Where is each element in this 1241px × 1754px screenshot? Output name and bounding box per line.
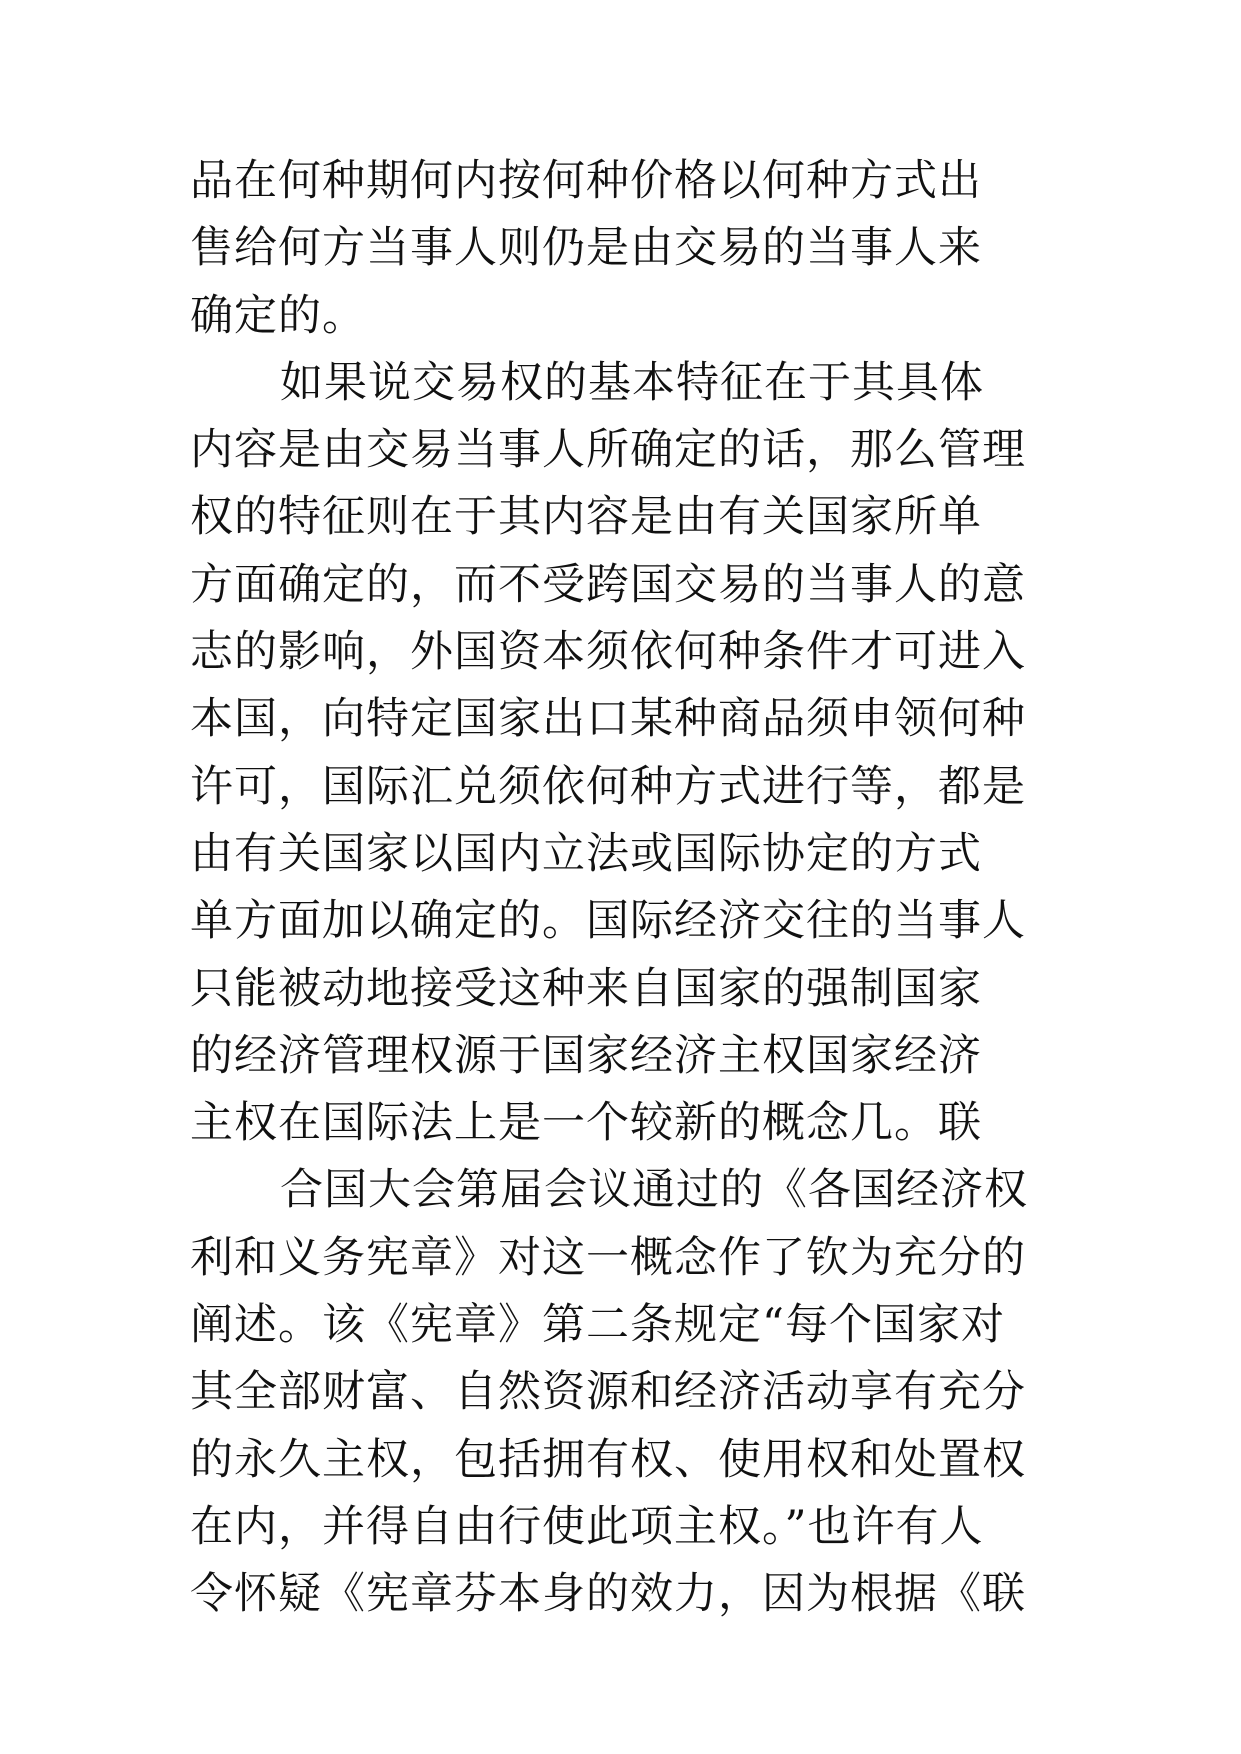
text-line: 志的影响，外国资本须依何种条件才可进入	[190, 627, 1026, 678]
text-line: 许可，国际汇兑须依何种方式进行等，都是	[190, 761, 1026, 812]
body-text	[190, 148, 1070, 1629]
text-line: 单方面加以确定的。国际经济交往的当事人	[190, 896, 1026, 947]
text-line: 本国，向特定国家出口某种商品须申领何种	[190, 694, 1026, 745]
text-line: 由有关国家以国内立法或国际协定的方式	[190, 828, 982, 879]
text-line: 令怀疑《宪章芬本身的效力，因为根据《联	[190, 1569, 1026, 1620]
paragraph-start-line: 如果说交易权的基本特征在于其具体	[280, 357, 984, 408]
text-line: 的经济管理权源于国家经济主权国家经济	[190, 1030, 982, 1081]
text-line: 方面确定的，而不受跨国交易的当事人的意	[190, 559, 1026, 610]
text-line: 售给何方当事人则仍是由交易的当事人来	[190, 223, 982, 274]
text-line: 其全部财富、自然资源和经济活动享有充分	[190, 1367, 1026, 1418]
text-line: 阐述。该《宪章》第二条规定“每个国家对	[190, 1300, 1005, 1351]
text-line: 在内，并得自由行使此项主权。”也许有人	[190, 1501, 984, 1552]
text-line: 内容是由交易当事人所确定的话，那么管理	[190, 425, 1026, 476]
paragraph-start-line: 合国大会第届会议通过的《各国经济权	[280, 1165, 1028, 1216]
text-line: 只能被动地接受这种来自国家的强制国家	[190, 963, 982, 1014]
text-line: 品在何种期何内按何种价格以何种方式出	[190, 156, 982, 206]
text-line: 确定的。	[190, 290, 366, 341]
text-line: 权的特征则在于其内容是由有关国家所单	[190, 492, 982, 543]
text-line: 主权在国际法上是一个较新的概念几。联	[190, 1098, 982, 1149]
text-line: 的永久主权，包括拥有权、使用权和处置权	[190, 1434, 1026, 1485]
text-line: 利和义务宪章》对这一概念作了钦为充分的	[190, 1232, 1026, 1283]
